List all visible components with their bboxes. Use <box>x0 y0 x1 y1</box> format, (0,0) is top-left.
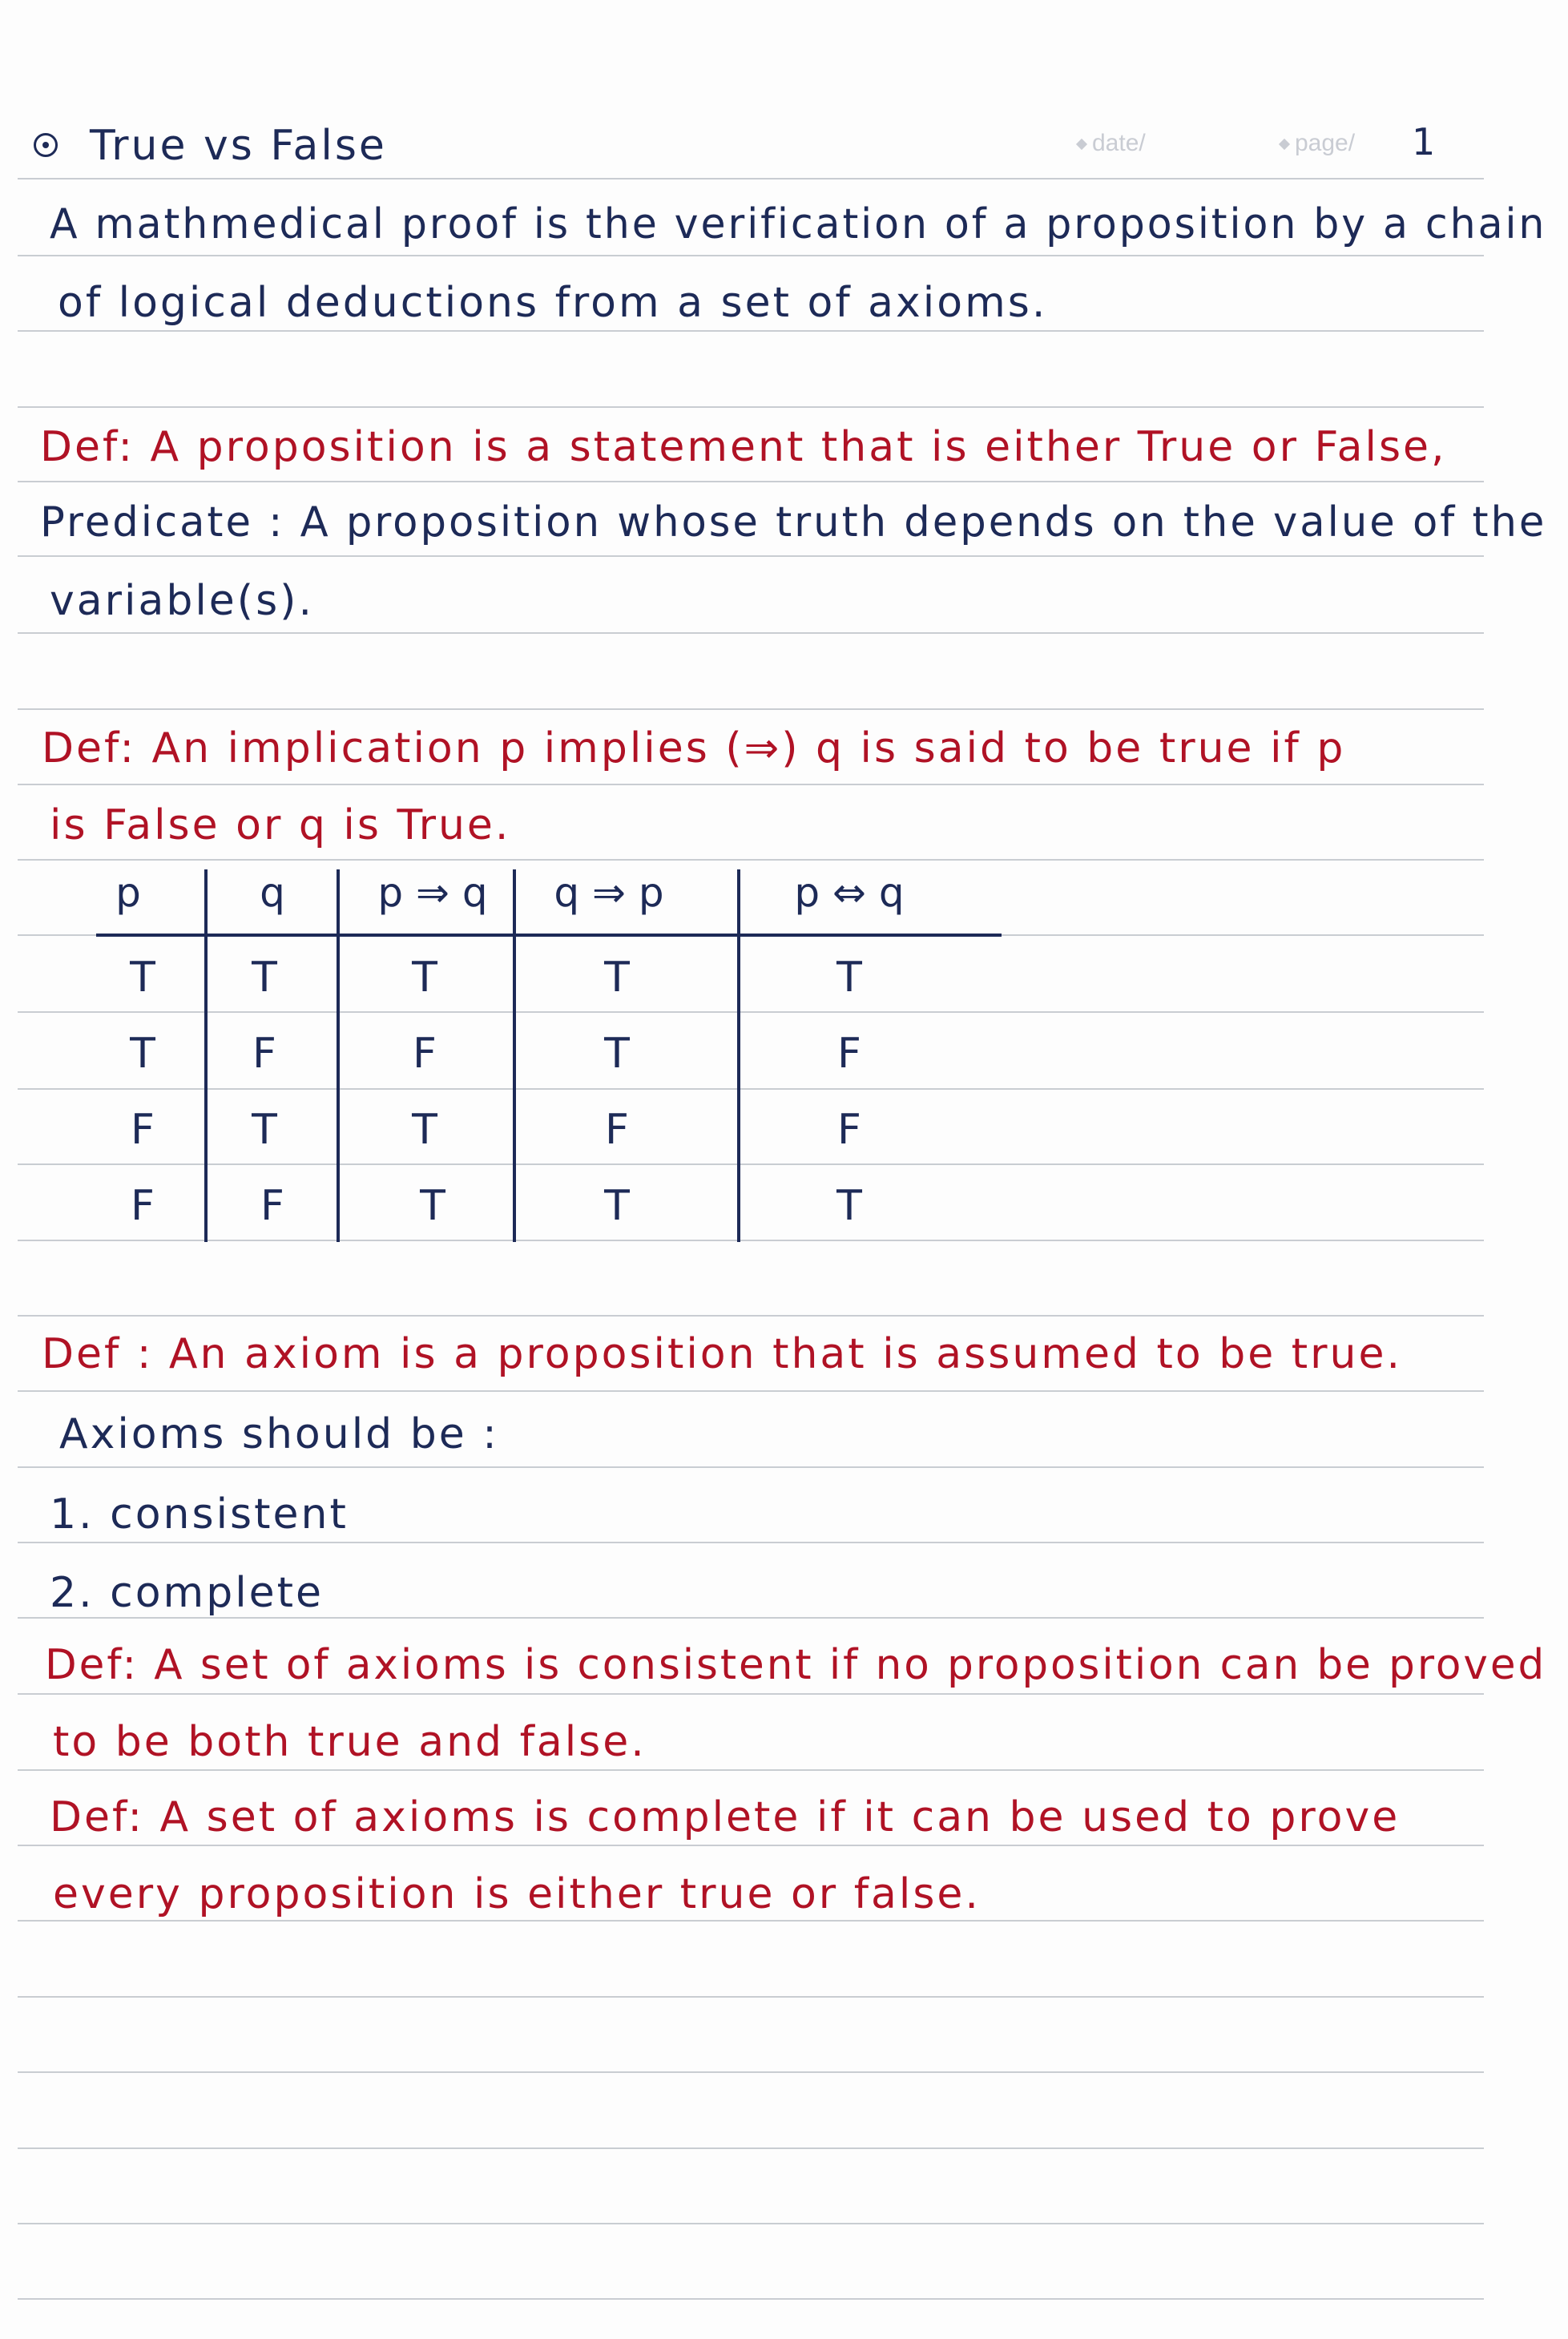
ruled-line <box>18 2147 1484 2149</box>
ruled-line <box>18 481 1484 482</box>
table-header-rule <box>96 934 1002 937</box>
table-column-rule <box>337 869 340 1242</box>
table-cell: F <box>413 1030 437 1078</box>
table-cell: F <box>131 1182 155 1230</box>
table-cell: T <box>604 954 630 1002</box>
intro-line-1: A mathmedical proof is the verification of a proposition by a chain <box>50 200 1547 248</box>
table-cell: T <box>836 1182 862 1230</box>
diamond-icon <box>1076 139 1087 150</box>
ruled-line <box>18 178 1484 179</box>
ruled-line <box>18 1466 1484 1468</box>
def-implication-line-2: is False or q is True. <box>50 801 511 849</box>
table-cell: T <box>130 1030 155 1078</box>
page-label: page/ <box>1295 130 1356 156</box>
table-cell: F <box>131 1106 155 1154</box>
table-cell: F <box>260 1182 284 1230</box>
predicate-line-2: variable(s). <box>50 577 314 625</box>
table-header: q ⇒ p <box>554 869 664 916</box>
ruled-line <box>18 1315 1484 1317</box>
def-implication-line-1: Def: An implication p implies (⇒) q is said to be true if p <box>42 724 1346 772</box>
date-label: date/ <box>1092 130 1146 156</box>
ruled-line <box>18 330 1484 332</box>
ruled-line <box>18 2223 1484 2224</box>
table-cell: T <box>412 954 437 1002</box>
def-consistent-line-2: to be both true and false. <box>53 1718 647 1766</box>
ruled-line <box>18 1845 1484 1846</box>
table-cell: T <box>130 954 155 1002</box>
ruled-line <box>18 859 1484 861</box>
table-cell: T <box>604 1030 630 1078</box>
table-header: p ⇔ q <box>794 869 905 916</box>
table-cell: T <box>420 1182 445 1230</box>
ruled-line <box>18 2298 1484 2300</box>
page-number: 1 <box>1412 120 1436 163</box>
ruled-line <box>18 555 1484 557</box>
table-cell: T <box>252 1106 277 1154</box>
ruled-line <box>18 1996 1484 1998</box>
table-header: q <box>260 869 285 916</box>
table-cell: F <box>252 1030 276 1078</box>
ruled-line <box>18 708 1484 710</box>
table-cell: F <box>837 1030 861 1078</box>
axioms-item-2: 2. complete <box>50 1569 324 1617</box>
intro-line-2: of logical deductions from a set of axioms. <box>58 279 1048 327</box>
table-cell: T <box>412 1106 437 1154</box>
def-axiom-line-1: Def : An axiom is a proposition that is assumed to be true. <box>42 1330 1402 1378</box>
table-cell: T <box>252 954 277 1002</box>
table-cell: F <box>605 1106 629 1154</box>
ruled-line <box>18 2071 1484 2073</box>
table-column-rule <box>204 869 208 1242</box>
table-column-rule <box>737 869 740 1242</box>
page-field <box>1280 130 1355 157</box>
predicate-line-1: Predicate : A proposition whose truth depends on the value of the <box>40 498 1547 546</box>
ruled-line <box>18 255 1484 256</box>
table-cell: F <box>837 1106 861 1154</box>
def-complete-line-2: every proposition is either true or false. <box>53 1870 981 1918</box>
table-column-rule <box>513 869 516 1242</box>
table-header: p ⇒ q <box>377 869 488 916</box>
ruled-line <box>18 784 1484 785</box>
def-proposition-line-1: Def: A proposition is a statement that is either True or False, <box>40 423 1447 471</box>
table-cell: T <box>604 1182 630 1230</box>
circle-bullet-icon <box>34 133 58 157</box>
date-field <box>1078 130 1146 157</box>
ruled-line <box>18 1920 1484 1922</box>
ruled-line <box>18 1390 1484 1392</box>
ruled-line <box>18 1542 1484 1543</box>
ruled-line <box>18 1769 1484 1771</box>
page-title: True vs False <box>90 122 387 170</box>
axioms-item-1: 1. consistent <box>50 1490 349 1538</box>
ruled-line <box>18 1693 1484 1695</box>
axioms-should-be-heading: Axioms should be : <box>59 1410 499 1458</box>
table-header: p <box>115 869 141 916</box>
ruled-line <box>18 632 1484 634</box>
def-complete-line-1: Def: A set of axioms is complete if it can be used to prove <box>50 1793 1401 1841</box>
table-cell: T <box>836 954 862 1002</box>
ruled-line <box>18 406 1484 408</box>
ruled-line <box>18 1617 1484 1619</box>
truth-table <box>96 869 1002 1246</box>
def-consistent-line-1: Def: A set of axioms is consistent if no proposition can be proved <box>45 1641 1547 1689</box>
diamond-icon <box>1279 139 1290 150</box>
